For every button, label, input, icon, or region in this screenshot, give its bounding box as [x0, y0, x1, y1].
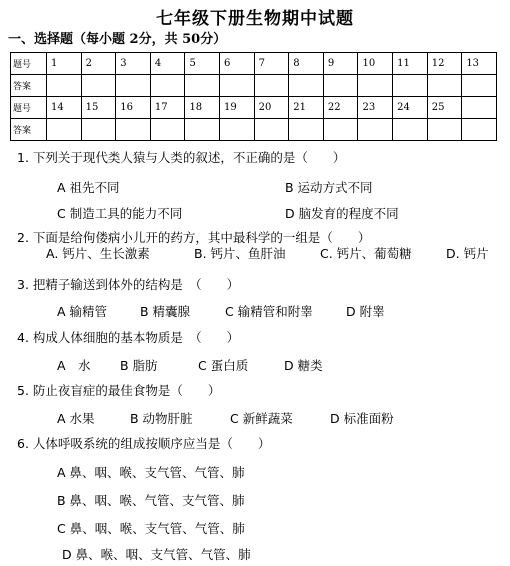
table-row — [11, 75, 497, 97]
section-heading: 一、选择题（每小题 2分，共 50分） — [8, 32, 227, 47]
option-b: B 运动方式不同 — [285, 180, 373, 195]
table-header-cell: 答案 — [11, 119, 47, 141]
question-number-cell: 14 — [47, 97, 82, 119]
answer-cell[interactable] — [47, 75, 82, 97]
option-c: C 新鲜蔬菜 — [230, 411, 293, 426]
answer-cell[interactable] — [81, 75, 116, 97]
question-stem: 5. 防止夜盲症的最佳食物是（ ） — [17, 383, 221, 398]
question-number-cell: 21 — [289, 97, 324, 119]
question-number-cell: 8 — [289, 53, 324, 75]
question-number-cell: 24 — [393, 97, 428, 119]
option-b: B. 钙片、鱼肝油 — [194, 246, 286, 261]
option-d: D 附睾 — [346, 304, 385, 319]
answer-cell[interactable] — [427, 119, 462, 141]
answer-cell[interactable] — [393, 75, 428, 97]
answer-cell[interactable] — [116, 119, 151, 141]
answer-cell[interactable] — [220, 75, 255, 97]
answer-cell[interactable] — [116, 75, 151, 97]
table-header-cell: 题号 — [11, 53, 47, 75]
option-b: B 动物肝脏 — [130, 411, 193, 426]
answer-cell[interactable] — [254, 119, 289, 141]
option-a: A 水果 — [57, 411, 95, 426]
question-number-cell: 13 — [462, 53, 497, 75]
question-number-cell: 11 — [393, 53, 428, 75]
table-row — [11, 97, 497, 119]
question-number-cell — [462, 97, 497, 119]
question-stem: 6. 人体呼吸系统的组成按顺序应当是（ ） — [17, 436, 271, 451]
answer-cell[interactable] — [150, 119, 185, 141]
option-b: B 脂肪 — [120, 358, 158, 373]
answer-cell[interactable] — [185, 119, 220, 141]
option-c: C 鼻、咽、喉、支气管、气管、肺 — [57, 521, 245, 536]
answer-cell[interactable] — [289, 119, 324, 141]
question-number-cell: 5 — [185, 53, 220, 75]
table-header-cell: 题号 — [11, 97, 47, 119]
question-number-cell: 25 — [427, 97, 462, 119]
question-number-cell: 23 — [358, 97, 393, 119]
question-number-cell: 18 — [185, 97, 220, 119]
option-a: A 祖先不同 — [57, 180, 120, 195]
option-a: A 输精管 — [57, 304, 108, 319]
answer-table — [10, 52, 497, 141]
option-a: A. 钙片、生长激素 — [46, 246, 150, 261]
option-c: C 蛋白质 — [198, 358, 249, 373]
option-d: D 标准面粉 — [330, 411, 394, 426]
option-d: D 脑发育的程度不同 — [285, 206, 399, 221]
answer-cell[interactable] — [462, 75, 497, 97]
page-title: 七年级下册生物期中试题 — [156, 9, 354, 29]
question-number-cell: 15 — [81, 97, 116, 119]
answer-cell[interactable] — [220, 119, 255, 141]
question-number-cell: 16 — [116, 97, 151, 119]
question-number-cell: 10 — [358, 53, 393, 75]
answer-cell[interactable] — [323, 75, 358, 97]
question-number-cell: 3 — [116, 53, 151, 75]
question-number-cell: 12 — [427, 53, 462, 75]
question-stem: 2. 下面是给佝偻病小儿开的药方，其中最科学的一组是（ ） — [17, 230, 371, 245]
answer-cell[interactable] — [81, 119, 116, 141]
answer-cell[interactable] — [47, 119, 82, 141]
option-d: D 鼻、喉、咽、支气管、气管、肺 — [62, 547, 251, 562]
table-row — [11, 53, 497, 75]
question-stem: 3. 把精子输送到体外的结构是 （ ） — [17, 277, 240, 292]
option-a: A 鼻、咽、喉、支气管、气管、肺 — [57, 465, 245, 480]
option-d: D. 钙片 — [446, 246, 489, 261]
question-number-cell: 4 — [150, 53, 185, 75]
option-a: A 水 — [57, 358, 91, 373]
answer-cell[interactable] — [358, 119, 393, 141]
answer-cell[interactable] — [254, 75, 289, 97]
question-number-cell: 6 — [220, 53, 255, 75]
answer-cell[interactable] — [427, 75, 462, 97]
answer-cell[interactable] — [358, 75, 393, 97]
question-stem: 1. 下列关于现代类人猿与人类的叙述，不正确的是（ ） — [17, 150, 346, 165]
answer-cell[interactable] — [393, 119, 428, 141]
table-header-cell: 答案 — [11, 75, 47, 97]
option-b: B 精囊腺 — [140, 304, 191, 319]
answer-cell[interactable] — [150, 75, 185, 97]
option-c: C 制造工具的能力不同 — [57, 206, 183, 221]
question-number-cell: 22 — [323, 97, 358, 119]
question-stem: 4. 构成人体细胞的基本物质是 （ ） — [17, 330, 240, 345]
question-number-cell: 20 — [254, 97, 289, 119]
option-d: D 糖类 — [284, 358, 323, 373]
question-number-cell: 2 — [81, 53, 116, 75]
question-number-cell: 7 — [254, 53, 289, 75]
question-number-cell: 1 — [47, 53, 82, 75]
answer-cell[interactable] — [323, 119, 358, 141]
question-number-cell: 19 — [220, 97, 255, 119]
question-number-cell: 17 — [150, 97, 185, 119]
option-c: C. 钙片、葡萄糖 — [320, 246, 412, 261]
question-number-cell: 9 — [323, 53, 358, 75]
option-b: B 鼻、咽、喉、气管、支气管、肺 — [57, 493, 245, 508]
answer-cell[interactable] — [289, 75, 324, 97]
table-row — [11, 119, 497, 141]
answer-cell[interactable] — [462, 119, 497, 141]
option-c: C 输精管和附睾 — [225, 304, 313, 319]
answer-cell[interactable] — [185, 75, 220, 97]
